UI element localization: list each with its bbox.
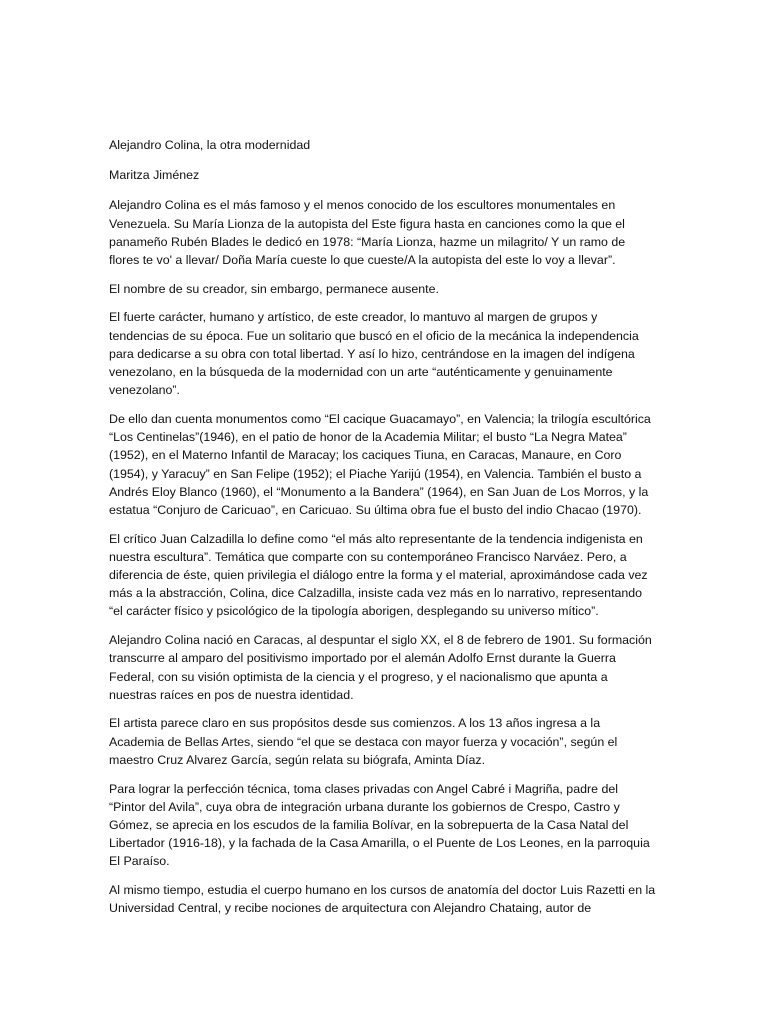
- paragraph-1: Alejandro Colina es el más famoso y el menos conocido de los escultores monumentales en Venezuela. Su María Lionza de la autopista del Este figura hasta en canciones como la que el panameño Rubén Blades le dedicó en 1978: “María Lionza, hazme un milagrito/ Y un ramo de flores te vo' a llevar/ Doña María cueste lo que cueste/A la autopista del este lo voy a llevar”.: [109, 198, 626, 268]
- paragraph-8: Para lograr la perfección técnica, toma clases privadas con Angel Cabré i Magriña, padre del “Pintor del Avila”, cuya obra de integración urbana durante los gobiernos de Crespo, Castro y Gómez, se aprecia en los escudos de la familia Bolívar, en la sobrepuerta de la Casa Natal del Libertador (1916-18), y la fachada de la Casa Amarilla, o el Puente de Los Leones, en la parroquia El Paraíso.: [109, 781, 650, 869]
- paragraph-4: De ello dan cuenta monumentos como “El cacique Guacamayo”, en Valencia; la trilogía escultórica “Los Centinelas”(1946), en el patio de honor de la Academia Militar; el busto “La Negra Matea” (1952), en el Materno Infantil de Maracay; los caciques Tiuna, en Caracas, Manaure, en Coro (1954), y Yaracuy” en San Felipe (1952); el Piache Yarijú (1954), en Valencia. También el busto a Andrés Eloy Blanco (1960), el “Monumento a la Bandera” (1964), en San Juan de Los Morros, y la estatua “Conjuro de Caricuao”, en Caricuao. Su última obra fue el busto del indio Chacao (1970).: [109, 411, 651, 517]
- paragraph-3: El fuerte carácter, humano y artístico, de este creador, lo mantuvo al margen de grupos y tendencias de su época. Fue un solitario que buscó en el oficio de la mecánica la independencia para dedicarse a su obra con total libertad. Y así lo hizo, centrándose en la imagen del indígena venezolano, en la búsqueda de la modernidad con un arte “auténticamente y genuinamente venezolano”.: [109, 310, 639, 398]
- paragraph-7: El artista parece claro en sus propósitos desde sus comienzos. A los 13 años ingresa a la Academia de Bellas Artes, siendo “el que se destaca con mayor fuerza y vocación”, según el maestro Cruz Alvarez García, según relata su biógrafa, Aminta Díaz.: [109, 716, 618, 767]
- paragraph-6: Alejandro Colina nació en Caracas, al despuntar el siglo XX, el 8 de febrero de 1901. Su formación transcurre al amparo del positivismo importado por el alemán Adolfo Ernst durante la Guerra Federal, con su visión optimista de la ciencia y el progreso, y el nacionalismo que apunta a nuestras raíces en pos de nuestra identidad.: [109, 633, 652, 702]
- paragraph-5: El crítico Juan Calzadilla lo define como “el más alto representante de la tendencia indigenista en nuestra escultura”. Temática que comparte con su contemporáneo Francisco Narváez. Pero, a diferencia de éste, quien privilegia el diálogo entre la forma y el material, aproximándose cada vez más a la abstracción, Colina, dice Calzadilla, insiste cada vez más en lo narrativo, representando “el carácter físico y psicológico de la tipología aborigen, desplegando su universo mítico”.: [109, 531, 648, 619]
- document-author: Maritza Jiménez: [109, 168, 200, 183]
- paragraph-2: El nombre de su creador, sin embargo, permanece ausente.: [109, 281, 439, 296]
- document-page: [109, 136, 657, 928]
- paragraph-9: Al mismo tiempo, estudia el cuerpo humano en los cursos de anatomía del doctor Luis Razetti en la Universidad Central, y recibe nociones de arquitectura con Alejandro Chataing, autor de: [109, 883, 656, 916]
- document-title: Alejandro Colina, la otra modernidad: [109, 138, 311, 152]
